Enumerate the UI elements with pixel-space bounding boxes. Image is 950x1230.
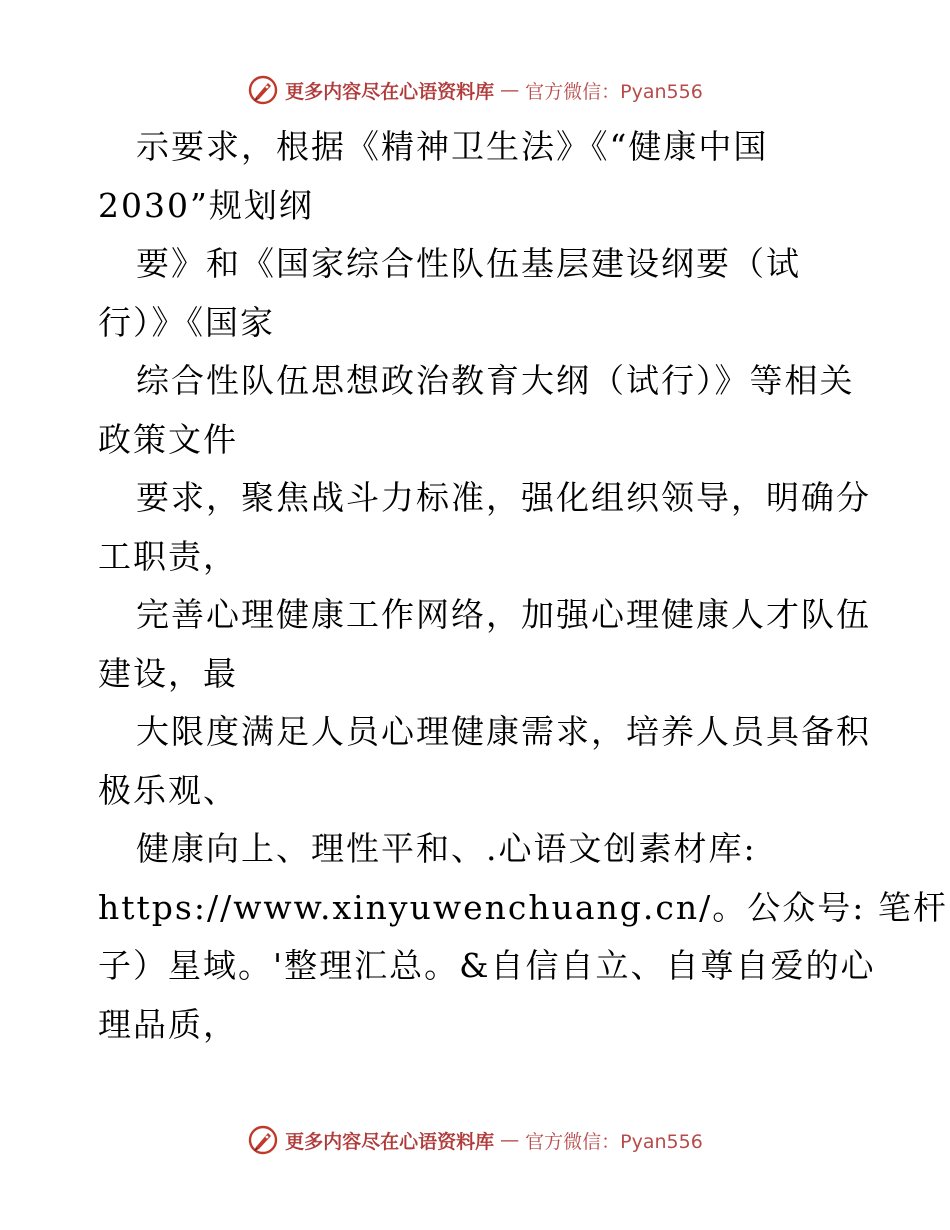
body-line: 工职责， <box>98 536 238 576</box>
body-line: 大限度满足人员心理健康需求，培养人员具备积 <box>136 712 871 751</box>
body-line: 理品质， <box>98 1004 238 1044</box>
banner-wechat: 官方微信：Pyan556 <box>525 80 703 103</box>
banner-title: 更多内容尽在心语资料库 <box>285 1130 495 1153</box>
footer-banner <box>0 1120 950 1160</box>
banner-separator: — <box>500 79 520 101</box>
footer-banner-inner <box>247 1124 703 1156</box>
body-line: 示要求，根据《精神卫生法》《“健康中国 <box>136 127 769 166</box>
body-line: 完善心理健康工作网络，加强心理健康人才队伍 <box>136 595 871 634</box>
banner-title: 更多内容尽在心语资料库 <box>285 80 495 103</box>
body-line: 综合性队伍思想政治教育大纲（试行）》等相关 <box>136 361 855 400</box>
body-line: 要求，聚焦战斗力标准，强化组织领导，明确分 <box>136 478 871 517</box>
body-line: 要》和《国家综合性队伍基层建设纲要（试 <box>136 244 801 283</box>
document-body <box>98 118 948 1054</box>
body-line: 建设，最 <box>98 653 238 693</box>
body-line: 极乐观、 <box>98 770 238 810</box>
header-banner-inner <box>247 74 703 106</box>
banner-wechat: 官方微信：Pyan556 <box>525 1130 703 1153</box>
body-line: 行）》《国家 <box>98 302 275 342</box>
pen-nib-logo-icon <box>247 1124 279 1156</box>
body-line: 子）星域。'整理汇总。&自信自立、自尊自爱的心 <box>98 946 876 985</box>
header-banner <box>0 70 950 110</box>
pen-nib-logo-icon <box>247 74 279 106</box>
body-line: 2030”规划纲 <box>98 185 314 225</box>
body-line: https://www.xinyuwenchuang.cn/。公众号: 笔杆 <box>98 887 948 927</box>
body-line: 健康向上、理性平和、.心语文创素材库: <box>136 829 757 868</box>
banner-separator: — <box>500 1129 520 1151</box>
body-line: 政策文件 <box>98 419 238 459</box>
